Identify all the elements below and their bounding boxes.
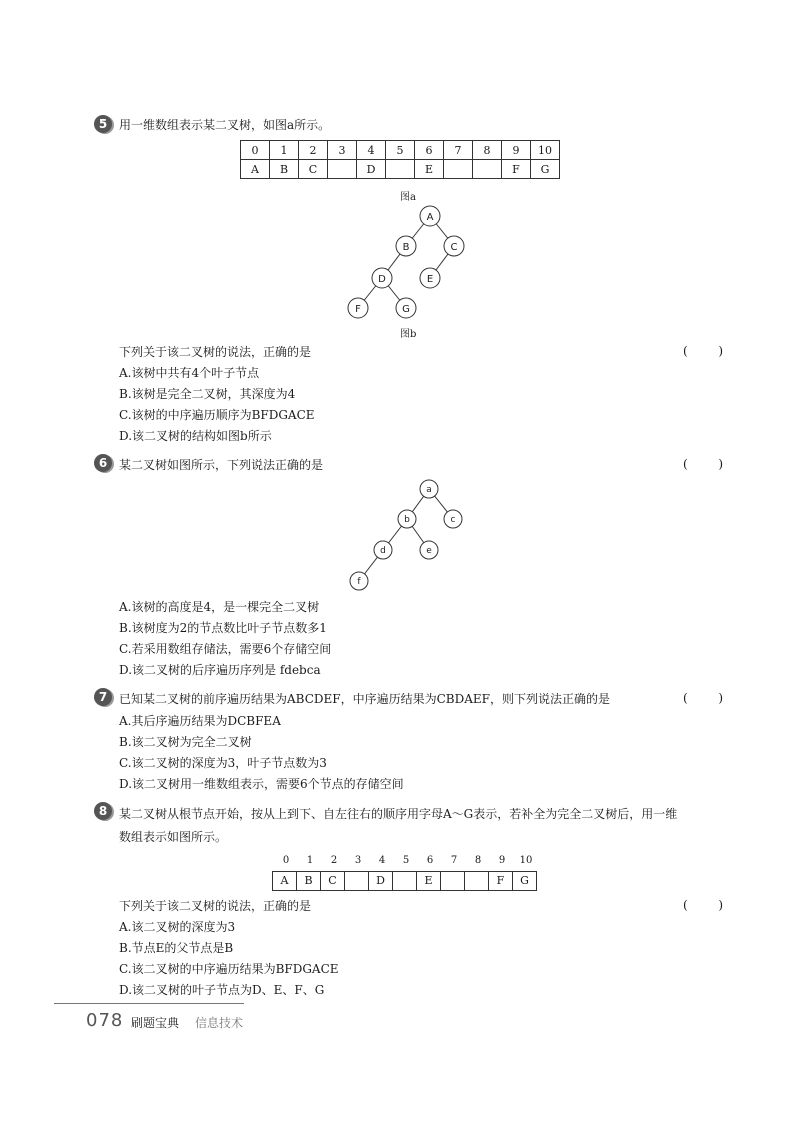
q5-index-cell: 4 — [357, 141, 386, 160]
q8-array-cells — [272, 871, 537, 891]
q8-value-cell: F — [489, 872, 513, 890]
q5-tree-diagram — [330, 200, 490, 325]
question-number-5: 5 — [94, 115, 112, 133]
q8-index-label: 8 — [474, 855, 482, 866]
q5-value-cell — [328, 160, 357, 179]
q8-index-label: 0 — [282, 855, 290, 866]
q7-stem: 已知某二叉树的前序遍历结果为ABCDEF，中序遍历结果为CBDAEF，则下列说法正确的是 — [119, 692, 610, 706]
page-number: 078 — [86, 1010, 124, 1031]
q5-paren-open: ( — [683, 344, 688, 358]
q8-option-c: C.该二叉树的中序遍历结果为BFDGACE — [119, 962, 339, 976]
q8-option-b: B.节点E的父节点是B — [119, 941, 234, 955]
q8-paren-close: ) — [718, 898, 723, 912]
q8-value-cell — [393, 872, 417, 890]
q6-option-d: D.该二叉树的后序遍历序列是 fdebca — [119, 663, 321, 677]
q5-value-cell: E — [415, 160, 444, 179]
question-number-6: 6 — [94, 454, 112, 472]
q5-option-b: B.该树是完全二叉树，其深度为4 — [119, 387, 296, 401]
q8-index-label: 7 — [450, 855, 458, 866]
q8-index-label: 3 — [354, 855, 362, 866]
q8-value-cell — [345, 872, 369, 890]
q7-paren-open: ( — [683, 691, 688, 705]
q5-label-C: C — [450, 242, 458, 253]
q8-value-cell: B — [297, 872, 321, 890]
q5-answer-bracket[interactable] — [683, 344, 723, 358]
q6-label-c: c — [450, 515, 456, 525]
q5-option-a: A.该树中共有4个叶子节点 — [119, 366, 260, 380]
q8-index-label: 6 — [426, 855, 434, 866]
q5-index-cell: 6 — [415, 141, 444, 160]
q8-stem-line2: 数组表示如图所示。 — [119, 830, 228, 844]
q6-option-a: A.该树的高度是4，是一棵完全二叉树 — [119, 600, 320, 614]
question-number-8: 8 — [94, 802, 112, 820]
q5-value-cell — [444, 160, 473, 179]
q8-index-label: 2 — [330, 855, 338, 866]
q7-option-a: A.其后序遍历结果为DCBFEA — [119, 714, 281, 728]
q5-option-c: C.该树的中序遍历顺序为BFDGACE — [119, 408, 315, 422]
q5-index-cell: 0 — [241, 141, 270, 160]
q5-index-cell: 3 — [328, 141, 357, 160]
q6-option-c: C.若采用数组存储法，需要6个存储空间 — [119, 642, 332, 656]
q8-value-cell: A — [273, 872, 297, 890]
q8-option-d: D.该二叉树的叶子节点为D、E、F、G — [119, 983, 325, 997]
q5-label-F: F — [355, 304, 361, 315]
q5-value-cell: F — [502, 160, 531, 179]
q7-paren-close: ) — [718, 691, 723, 705]
book-title: 刷题宝典 — [131, 1016, 180, 1030]
q5-caption-b: 图b — [400, 329, 417, 340]
q8-value-cell: E — [417, 872, 441, 890]
q8-stem-line1: 某二叉树从根节点开始，按从上到下、自左往右的顺序用字母A～G表示，若补全为完全二叉树后，用一维 — [119, 807, 678, 821]
q6-label-f: f — [357, 577, 361, 587]
q5-value-cell: A — [241, 160, 270, 179]
q6-paren-close: ) — [718, 457, 723, 471]
q5-question: 下列关于该二叉树的说法，正确的是 — [119, 345, 312, 359]
q6-answer-bracket[interactable] — [683, 457, 723, 471]
q5-index-cell: 5 — [386, 141, 415, 160]
q5-stem: 用一维数组表示某二叉树，如图a所示。 — [119, 118, 331, 132]
q8-array-indices — [274, 855, 538, 866]
q5-value-cell: B — [270, 160, 299, 179]
q8-question: 下列关于该二叉树的说法，正确的是 — [119, 899, 312, 913]
q5-value-cell — [386, 160, 415, 179]
q8-value-cell — [465, 872, 489, 890]
question-number-7: 7 — [94, 688, 112, 706]
q5-index-cell: 8 — [473, 141, 502, 160]
q5-array-table — [240, 140, 560, 179]
q5-index-cell: 10 — [531, 141, 560, 160]
q5-option-d: D.该二叉树的结构如图b所示 — [119, 429, 272, 443]
q5-value-cell: G — [531, 160, 560, 179]
q8-answer-bracket[interactable] — [683, 898, 723, 912]
subject-label: 信息技术 — [195, 1016, 244, 1030]
q6-tree-diagram — [340, 478, 480, 596]
q5-label-B: B — [402, 242, 410, 253]
q6-label-e: e — [426, 546, 432, 556]
q5-value-cell: C — [299, 160, 328, 179]
q7-answer-bracket[interactable] — [683, 691, 723, 705]
q7-option-c: C.该二叉树的深度为3，叶子节点数为3 — [119, 756, 327, 770]
q6-label-a: a — [426, 485, 432, 495]
q5-value-cell: D — [357, 160, 386, 179]
q5-label-A: A — [426, 212, 434, 223]
q7-option-d: D.该二叉树用一维数组表示，需要6个节点的存储空间 — [119, 777, 404, 791]
q8-value-cell: G — [520, 874, 529, 887]
q8-index-label: 4 — [378, 855, 386, 866]
q6-stem: 某二叉树如图所示，下列说法正确的是 — [119, 458, 324, 472]
q6-label-b: b — [404, 515, 410, 525]
q5-index-cell: 9 — [502, 141, 531, 160]
q8-index-label: 9 — [498, 855, 506, 866]
q8-index-label: 5 — [402, 855, 410, 866]
q5-label-G: G — [402, 304, 410, 315]
q5-label-E: E — [426, 274, 434, 285]
q5-paren-close: ) — [718, 344, 723, 358]
q8-value-cell: D — [369, 872, 393, 890]
q8-index-label: 10 — [519, 855, 533, 866]
q6-option-b: B.该树度为2的节点数比叶子节点数多1 — [119, 621, 327, 635]
q5-index-cell: 1 — [270, 141, 299, 160]
q5-value-cell — [473, 160, 502, 179]
q5-label-D: D — [378, 274, 386, 285]
q6-label-d: d — [380, 546, 386, 556]
footer-rule — [54, 1003, 244, 1004]
q8-value-cell — [441, 872, 465, 890]
q8-option-a: A.该二叉树的深度为3 — [119, 920, 236, 934]
q8-paren-open: ( — [683, 898, 688, 912]
q6-paren-open: ( — [683, 457, 688, 471]
q7-option-b: B.该二叉树为完全二叉树 — [119, 735, 252, 749]
q5-index-cell: 2 — [299, 141, 328, 160]
q8-value-cell: C — [321, 872, 345, 890]
q8-index-label: 1 — [306, 855, 314, 866]
q5-index-cell: 7 — [444, 141, 473, 160]
q5-caption-a: 图a — [400, 192, 416, 203]
